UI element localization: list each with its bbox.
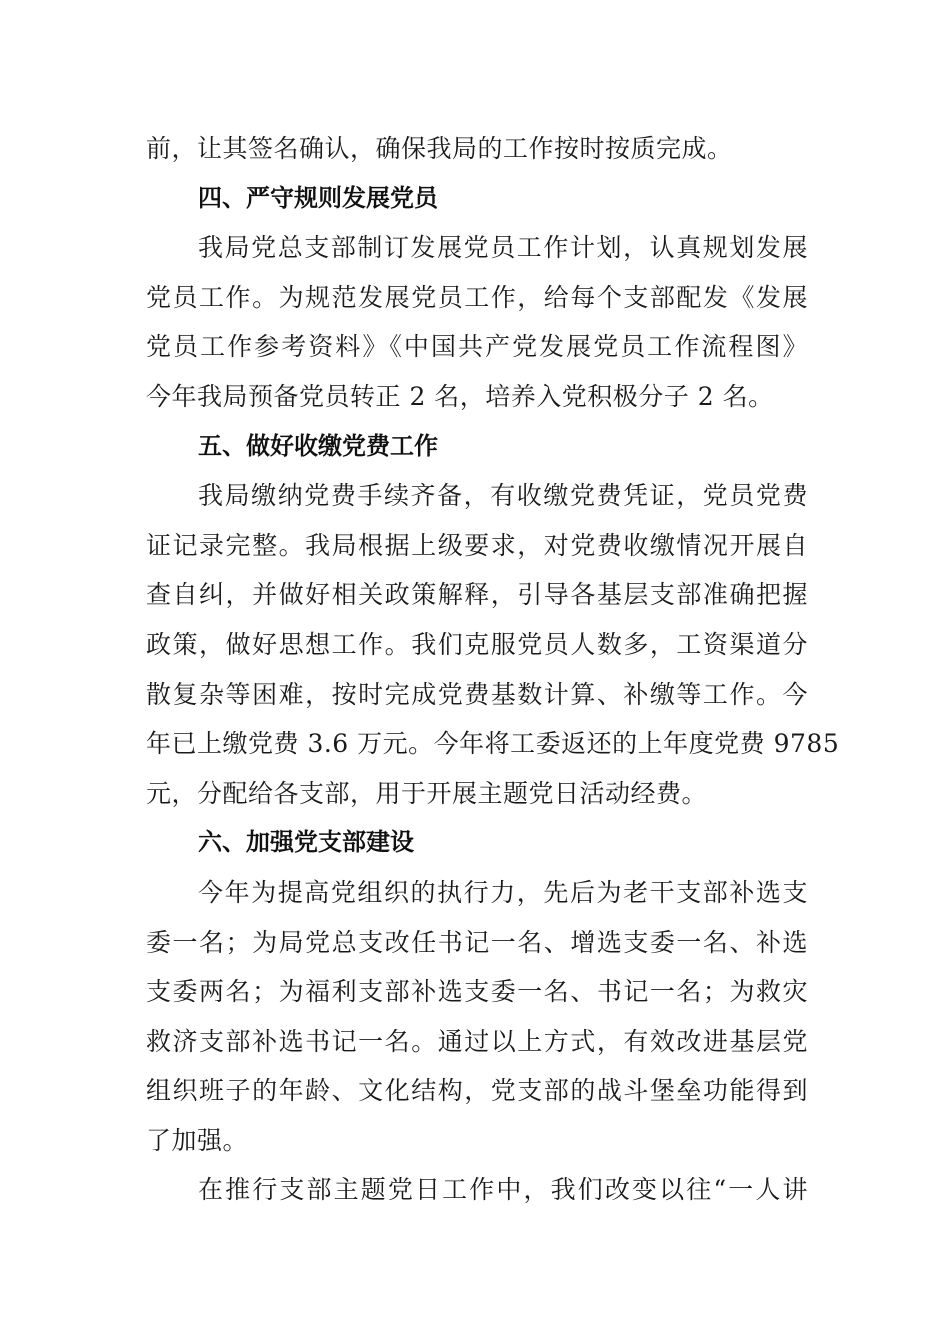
paragraph-line: 政策，做好思想工作。我们克服党员人数多，工资渠道分 [146, 629, 808, 659]
paragraph-line: 年已上缴党费 3.6 万元。今年将工委返还的上年度党费 9785 [146, 729, 840, 759]
paragraph-line: 散复杂等困难，按时完成党费基数计算、补缴等工作。今 [146, 679, 808, 709]
paragraph-line: 我局党总支部制订发展党员工作计划，认真规划发展 [198, 233, 808, 263]
section-heading-6: 六、加强党支部建设 [198, 828, 414, 857]
paragraph-line: 委一名；为局党总支改任书记一名、增选支委一名、补选 [146, 927, 808, 957]
paragraph-line: 元，分配给各支部，用于开展主题党日活动经费。 [146, 778, 708, 808]
paragraph-line: 了加强。 [146, 1125, 249, 1155]
section-heading-4: 四、严守规则发展党员 [198, 183, 438, 212]
document-body [146, 124, 840, 1215]
paragraph-line: 今年为提高党组织的执行力，先后为老干支部补选支 [198, 877, 808, 907]
paragraph-line: 救济支部补选书记一名。通过以上方式，有效改进基层党 [146, 1026, 808, 1056]
paragraph-line: 查自纠，并做好相关政策解释，引导各基层支部准确把握 [146, 580, 808, 610]
paragraph-line: 党员工作。为规范发展党员工作，给每个支部配发《发展 [146, 282, 808, 312]
paragraph-line: 今年我局预备党员转正 2 名，培养入党积极分子 2 名。 [146, 381, 774, 411]
paragraph-line: 党员工作参考资料》《中国共产党发展党员工作流程图》 [146, 332, 808, 362]
paragraph-line: 我局缴纳党费手续齐备，有收缴党费凭证，党员党费 [198, 481, 808, 511]
paragraph-line: 前，让其签名确认，确保我局的工作按时按质完成。 [146, 134, 733, 163]
paragraph-line: 组织班子的年龄、文化结构，党支部的战斗堡垒功能得到 [146, 1076, 808, 1106]
paragraph-line: 在推行支部主题党日工作中，我们改变以往“一人讲 [198, 1175, 808, 1205]
paragraph-line: 支委两名；为福利支部补选支委一名、书记一名；为救灾 [146, 977, 808, 1007]
section-heading-5: 五、做好收缴党费工作 [198, 431, 438, 460]
paragraph-line: 证记录完整。我局根据上级要求，对党费收缴情况开展自 [146, 530, 808, 560]
